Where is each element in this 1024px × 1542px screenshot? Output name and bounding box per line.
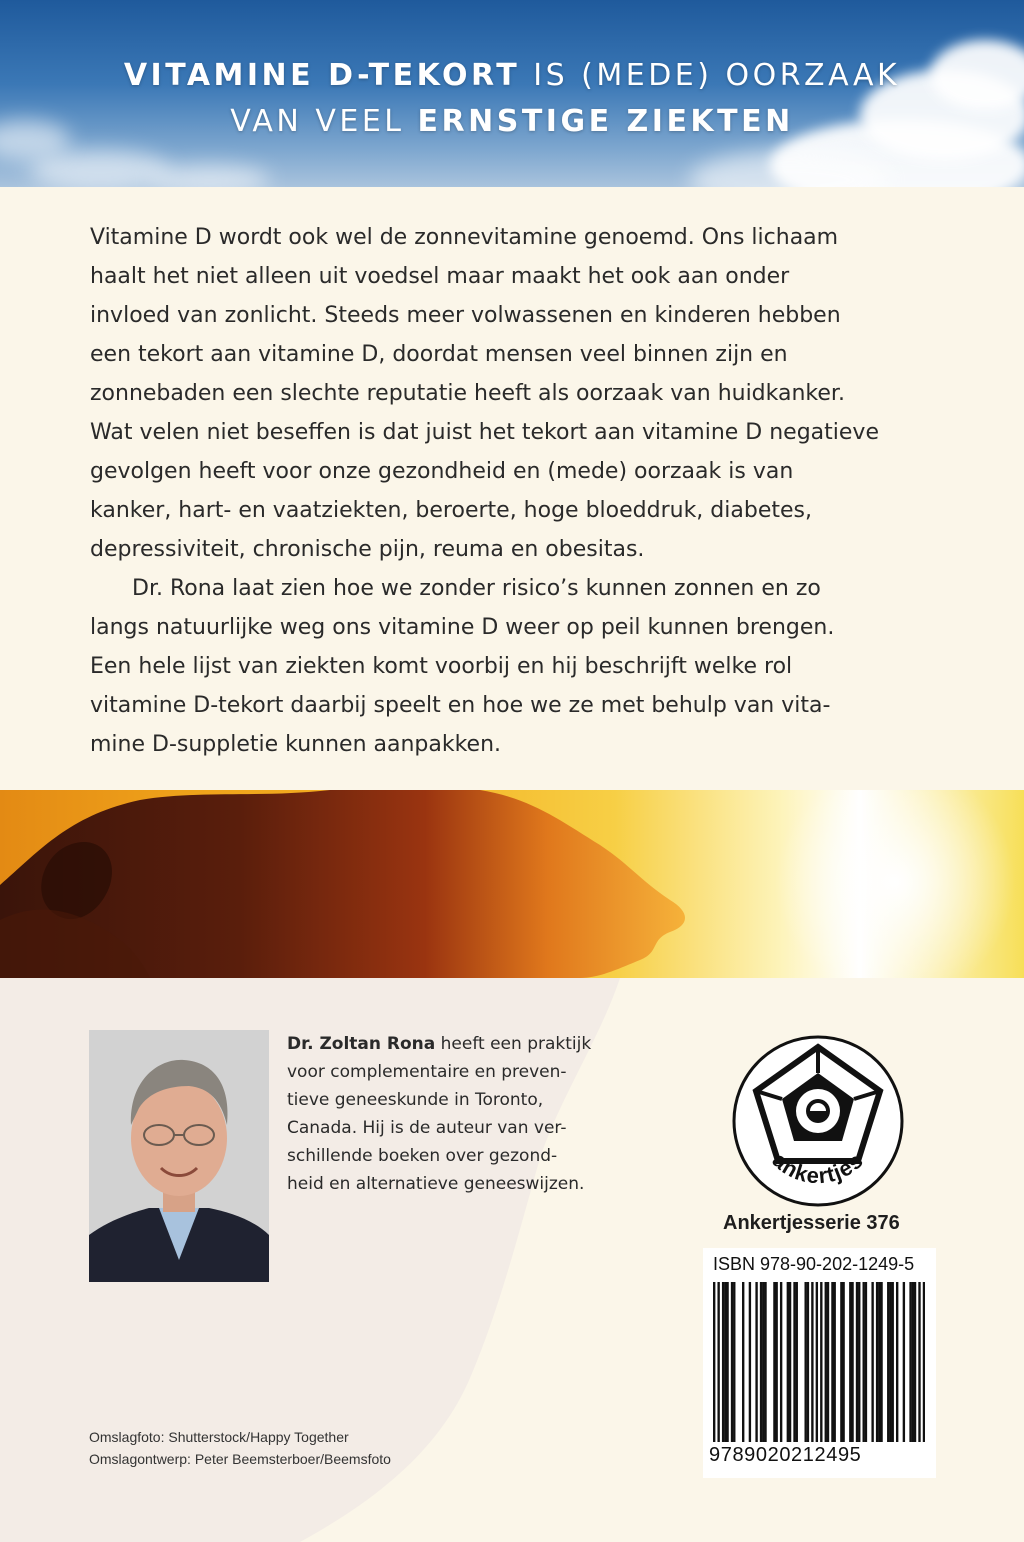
barcode-bar	[762, 1282, 764, 1442]
bio-line: tieve geneeskunde in Toronto,	[287, 1090, 544, 1110]
bio-line: Canada. Hij is de auteur van ver-	[287, 1118, 567, 1138]
bio-text: heeft een praktijk	[435, 1034, 592, 1054]
barcode-bar	[764, 1282, 766, 1442]
blurb-line: kanker, hart- en vaatziekten, beroerte, hoge bloeddruk, diabetes,	[90, 498, 812, 523]
barcode-bar	[713, 1282, 715, 1442]
isbn-label: ISBN 978-90-202-1249-5	[713, 1254, 915, 1274]
blurb-text	[90, 218, 950, 764]
barcode-bar	[780, 1282, 782, 1442]
barcode-bar	[825, 1282, 827, 1442]
barcode-bar	[858, 1282, 860, 1442]
headline-bold-1: VITAMINE D-TEKORT	[123, 58, 521, 93]
barcode-bar	[909, 1282, 911, 1442]
blurb-line: Dr. Rona laat zien hoe we zonder risico’s kunnen zonnen en zo	[132, 576, 821, 601]
headline-rest-1: IS (MEDE) OORZAAK	[520, 58, 901, 93]
series-label: Ankertjesserie 376	[723, 1212, 900, 1234]
barcode-bar	[722, 1282, 724, 1442]
sky-header	[0, 0, 1024, 187]
barcode-bar	[775, 1282, 777, 1442]
barcode-bar	[856, 1282, 858, 1442]
barcode-bar	[726, 1282, 728, 1442]
barcode-bar	[842, 1282, 844, 1442]
barcode-bar	[896, 1282, 898, 1442]
barcode-bar	[724, 1282, 726, 1442]
bio-line: voor complementaire en preven-	[287, 1062, 567, 1082]
barcode-bar	[863, 1282, 865, 1442]
barcode-bar	[831, 1282, 833, 1442]
blurb-line: mine D-suppletie kunnen aanpakken.	[90, 732, 502, 757]
barcode-bar	[887, 1282, 889, 1442]
blurb-line: Een hele lijst van ziekten komt voorbij en hij beschrijft welke rol	[90, 654, 793, 679]
barcode-bar	[876, 1282, 878, 1442]
isbn-barcode	[703, 1248, 936, 1478]
photo-credit: Omslagfoto: Shutterstock/Happy Together	[89, 1429, 349, 1445]
barcode-bar	[717, 1282, 719, 1442]
bio-line	[287, 1030, 677, 1058]
barcode-bar	[731, 1282, 733, 1442]
headline-bold-2: ERNSTIGE ZIEKTEN	[417, 104, 794, 139]
sunset-silhouette-photo	[0, 790, 1024, 978]
author-name: Dr. Zoltan Rona	[287, 1034, 436, 1054]
cover-credits	[89, 1426, 509, 1470]
barcode-bar	[878, 1282, 880, 1442]
barcode-bar	[827, 1282, 829, 1442]
ankertjes-logo	[730, 1033, 906, 1209]
blurb-line: gevolgen heeft voor onze gezondheid en (mede) oorzaak is van	[90, 459, 794, 484]
blurb-line: zonnebaden een slechte reputatie heeft als oorzaak van huidkanker.	[90, 381, 845, 406]
headline-rest-2: VAN VEEL	[230, 104, 418, 139]
ean-digits: 9789020212495	[709, 1444, 862, 1466]
logo-text: ankertjes	[767, 1147, 869, 1189]
blurb-line: langs natuurlijke weg ons vitamine D weer op peil kunnen brengen.	[90, 615, 835, 640]
blurb-line: vitamine D-tekort daarbij speelt en hoe we ze met behulp van vita-	[90, 693, 831, 718]
barcode-bar	[851, 1282, 853, 1442]
barcode-bar	[820, 1282, 822, 1442]
barcode-bar	[807, 1282, 809, 1442]
headline-line-1	[0, 52, 1024, 100]
barcode-bar	[918, 1282, 920, 1442]
bio-line: heid en alternatieve geneeswijzen.	[287, 1174, 585, 1194]
barcode-bar	[760, 1282, 762, 1442]
author-bio	[287, 1030, 677, 1198]
barcode-bar	[742, 1282, 744, 1442]
author-portrait-graphic	[89, 1030, 269, 1282]
barcode-bar	[804, 1282, 806, 1442]
barcode-bar	[773, 1282, 775, 1442]
blurb-line: Wat velen niet beseffen is dat juist het tekort aan vitamine D negatieve	[90, 420, 879, 445]
barcode-bar	[914, 1282, 916, 1442]
author-photo	[89, 1030, 269, 1282]
barcode-bar	[840, 1282, 842, 1442]
blurb-line: een tekort aan vitamine D, doordat mensen veel binnen zijn en	[90, 342, 788, 367]
barcode-bar	[849, 1282, 851, 1442]
barcode-bar	[733, 1282, 735, 1442]
barcode-bar	[811, 1282, 813, 1442]
blurb-line: haalt het niet alleen uit voedsel maar maakt het ook aan onder	[90, 264, 790, 289]
barcode-bar	[923, 1282, 925, 1442]
barcode-bar	[789, 1282, 791, 1442]
barcode-bar	[880, 1282, 882, 1442]
barcode-bar	[871, 1282, 873, 1442]
blurb-line: Vitamine D wordt ook wel de zonnevitamine genoemd. Ons lichaam	[90, 225, 839, 250]
barcode-bar	[816, 1282, 818, 1442]
blurb-line: invloed van zonlicht. Steeds meer volwassenen en kinderen hebben	[90, 303, 841, 328]
blurb-line: depressiviteit, chronische pijn, reuma en obesitas.	[90, 537, 645, 562]
design-credit: Omslagontwerp: Peter Beemsterboer/Beemsfoto	[89, 1451, 391, 1467]
barcode-bar	[793, 1282, 795, 1442]
barcode-bar	[889, 1282, 891, 1442]
barcode-bar	[749, 1282, 751, 1442]
barcode-bar	[755, 1282, 757, 1442]
headline-line-2	[0, 98, 1024, 146]
barcode-bar	[903, 1282, 905, 1442]
barcode-bar	[787, 1282, 789, 1442]
barcode-bar	[796, 1282, 798, 1442]
barcode-bar	[892, 1282, 894, 1442]
barcode-bar	[834, 1282, 836, 1442]
silhouette-graphic	[0, 790, 1024, 978]
barcode-bars	[713, 1282, 925, 1442]
barcode-bar	[865, 1282, 867, 1442]
bio-line: schillende boeken over gezond-	[287, 1146, 558, 1166]
barcode-bar	[912, 1282, 914, 1442]
